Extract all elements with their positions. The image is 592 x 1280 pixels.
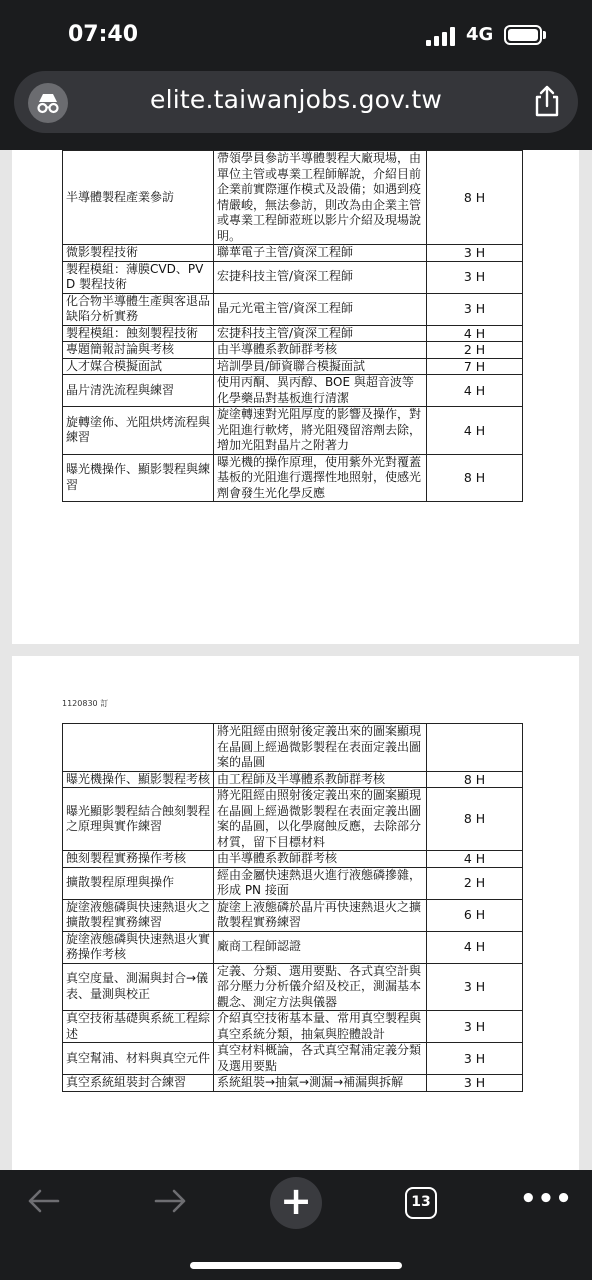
- description-cell: 由半導體系教師群考核: [214, 851, 427, 868]
- description-cell: 將光阻經由照射後定義出來的圖案顯現在晶圓上經過微影製程在表面定義出圖案的晶圓，以化學腐蝕反應，去除部分材質，留下目標材料: [214, 788, 427, 851]
- home-indicator: [190, 1262, 402, 1269]
- description-cell: 帶領學員參訪半導體製程大廠現場，由單位主管或專業工程師解說，介紹目前企業前實際運作模式及設備；如遇到疫情嚴峻，無法參訪，則改為由企業主管或專業工程師蒞班以影片介紹及現場說明。: [214, 151, 427, 245]
- network-type: 4G: [466, 24, 494, 45]
- table-row: [63, 454, 523, 502]
- description-cell: 廠商工程師認證: [214, 931, 427, 963]
- battery-tip: [543, 31, 546, 39]
- bottom-toolbar: [0, 1170, 592, 1280]
- description-cell: 介紹真空技術基本量、常用真空製程與真空系統分類，抽氣與腔體設計: [214, 1011, 427, 1043]
- course-name-cell: 曝光顯影製程結合蝕刻製程之原理與實作練習: [63, 788, 214, 851]
- table-row: [63, 851, 523, 868]
- hours-cell: 8 H: [427, 771, 523, 788]
- table-row: [63, 867, 523, 899]
- forward-button[interactable]: [150, 1186, 190, 1216]
- description-cell: 晶元光電主管/資深工程師: [214, 293, 427, 325]
- hours-cell: 3 H: [427, 245, 523, 262]
- table-row: [63, 407, 523, 455]
- table-row: [63, 788, 523, 851]
- table-row: [63, 1075, 523, 1092]
- battery-icon: [504, 25, 542, 45]
- course-name-cell: 曝光機操作、顯影製程與練習: [63, 454, 214, 502]
- new-tab-button[interactable]: +: [270, 1177, 322, 1229]
- document-page-2: [12, 656, 579, 1170]
- hours-cell: 2 H: [427, 867, 523, 899]
- description-cell: 由半導體系教師群考核: [214, 342, 427, 359]
- hours-cell: 8 H: [427, 151, 523, 245]
- address-bar[interactable]: [14, 71, 578, 133]
- course-name-cell: 旋轉塗佈、光阻烘烤流程與練習: [63, 407, 214, 455]
- document-page-1: [12, 150, 579, 644]
- hours-cell: [427, 724, 523, 772]
- course-name-cell: 晶片清洗流程與練習: [63, 375, 214, 407]
- course-table-1: [62, 150, 523, 502]
- table-row: [63, 1011, 523, 1043]
- hours-cell: 3 H: [427, 1011, 523, 1043]
- course-table-2-body: [63, 724, 523, 1092]
- course-name-cell: 製程模組：蝕刻製程技術: [63, 325, 214, 342]
- course-name-cell: 人才媒合模擬面試: [63, 358, 214, 375]
- back-button[interactable]: [24, 1186, 64, 1216]
- signal-icon: [426, 26, 460, 46]
- description-cell: 宏捷科技主管/資深工程師: [214, 325, 427, 342]
- table-row: [63, 771, 523, 788]
- hours-cell: 4 H: [427, 931, 523, 963]
- course-name-cell: 旋塗液態磷與快速熱退火實務操作考核: [63, 931, 214, 963]
- hours-cell: 4 H: [427, 407, 523, 455]
- status-time: 07:40: [68, 22, 139, 47]
- table-row: [63, 963, 523, 1011]
- table-row: [63, 1043, 523, 1075]
- hours-cell: 3 H: [427, 1043, 523, 1075]
- description-cell: 培訓學員/師資聯合模擬面試: [214, 358, 427, 375]
- table-row: [63, 375, 523, 407]
- hours-cell: 4 H: [427, 851, 523, 868]
- description-cell: 旋塗轉速對光阻厚度的影響及操作，對光阻進行軟烤，將光阻殘留溶劑去除，增加光阻對晶片之附著力: [214, 407, 427, 455]
- description-cell: 旋塗上液態磷於晶片再快速熱退火之擴散製程實務練習: [214, 899, 427, 931]
- table-row: [63, 293, 523, 325]
- description-cell: 使用丙酮、異丙醇、BOE 與超音波等化學藥品對基板進行清潔: [214, 375, 427, 407]
- hours-cell: 3 H: [427, 293, 523, 325]
- description-cell: 經由金屬快速熱退火進行液態磷摻雜，形成 PN 接面: [214, 867, 427, 899]
- page-viewport[interactable]: [0, 150, 592, 1170]
- course-name-cell: 擴散製程原理與操作: [63, 867, 214, 899]
- description-cell: 聯華電子主管/資深工程師: [214, 245, 427, 262]
- table-row: [63, 261, 523, 293]
- hours-cell: 4 H: [427, 375, 523, 407]
- hours-cell: 4 H: [427, 325, 523, 342]
- course-name-cell: 製程模組：薄膜CVD、PVD 製程技術: [63, 261, 214, 293]
- url-text[interactable]: elite.taiwanjobs.gov.tw: [150, 85, 442, 114]
- table-row: [63, 358, 523, 375]
- course-name-cell: 蝕刻製程實務操作考核: [63, 851, 214, 868]
- course-table-2: [62, 723, 523, 1092]
- description-cell: 真空材料概論，各式真空幫浦定義分類及選用要點: [214, 1043, 427, 1075]
- course-name-cell: 專題簡報討論與考核: [63, 342, 214, 359]
- table-row: [63, 342, 523, 359]
- top-bar: [0, 0, 592, 150]
- hours-cell: 8 H: [427, 788, 523, 851]
- course-name-cell: [63, 724, 214, 772]
- course-name-cell: 旋塗液態磷與快速熱退火之擴散製程實務練習: [63, 899, 214, 931]
- tab-switcher-button[interactable]: 13: [405, 1187, 437, 1219]
- table-row: [63, 931, 523, 963]
- course-name-cell: 真空幫浦、材料與真空元件: [63, 1043, 214, 1075]
- course-name-cell: 真空系統組裝封合練習: [63, 1075, 214, 1092]
- course-name-cell: 真空技術基礎與系統工程綜述: [63, 1011, 214, 1043]
- course-name-cell: 曝光機操作、顯影製程考核: [63, 771, 214, 788]
- hours-cell: 3 H: [427, 963, 523, 1011]
- description-cell: 宏捷科技主管/資深工程師: [214, 261, 427, 293]
- course-name-cell: 半導體製程產業參訪: [63, 151, 214, 245]
- description-cell: 定義、分類、選用要點、各式真空計與部分壓力分析儀介紹及校正，測漏基本觀念、測定方法與儀器: [214, 963, 427, 1011]
- description-cell: 曝光機的操作原理，使用紫外光對覆蓋基板的光阻進行選擇性地照射，使感光劑會發生光化學反應: [214, 454, 427, 502]
- hours-cell: 2 H: [427, 342, 523, 359]
- hours-cell: 6 H: [427, 899, 523, 931]
- hours-cell: 7 H: [427, 358, 523, 375]
- table-row: [63, 151, 523, 245]
- hours-cell: 3 H: [427, 1075, 523, 1092]
- course-name-cell: 化合物半導體生產與客退品缺陷分析實務: [63, 293, 214, 325]
- table-row: [63, 325, 523, 342]
- share-icon[interactable]: [532, 84, 562, 118]
- course-name-cell: 真空度量、測漏與封合→儀表、量測與校正: [63, 963, 214, 1011]
- course-table-1-body: [63, 151, 523, 502]
- table-row: [63, 724, 523, 772]
- description-cell: 將光阻經由照射後定義出來的圖案顯現在晶圓上經過微影製程在表面定義出圖案的晶圓: [214, 724, 427, 772]
- table-row: [63, 899, 523, 931]
- course-name-cell: 微影製程技術: [63, 245, 214, 262]
- more-menu-icon[interactable]: •••: [520, 1184, 573, 1214]
- revision-note: 1120830 訂: [62, 699, 109, 708]
- description-cell: 由工程師及半導體系教師群考核: [214, 771, 427, 788]
- table-row: [63, 245, 523, 262]
- hours-cell: 3 H: [427, 261, 523, 293]
- hours-cell: 8 H: [427, 454, 523, 502]
- description-cell: 系統組裝→抽氣→測漏→補漏與拆解: [214, 1075, 427, 1092]
